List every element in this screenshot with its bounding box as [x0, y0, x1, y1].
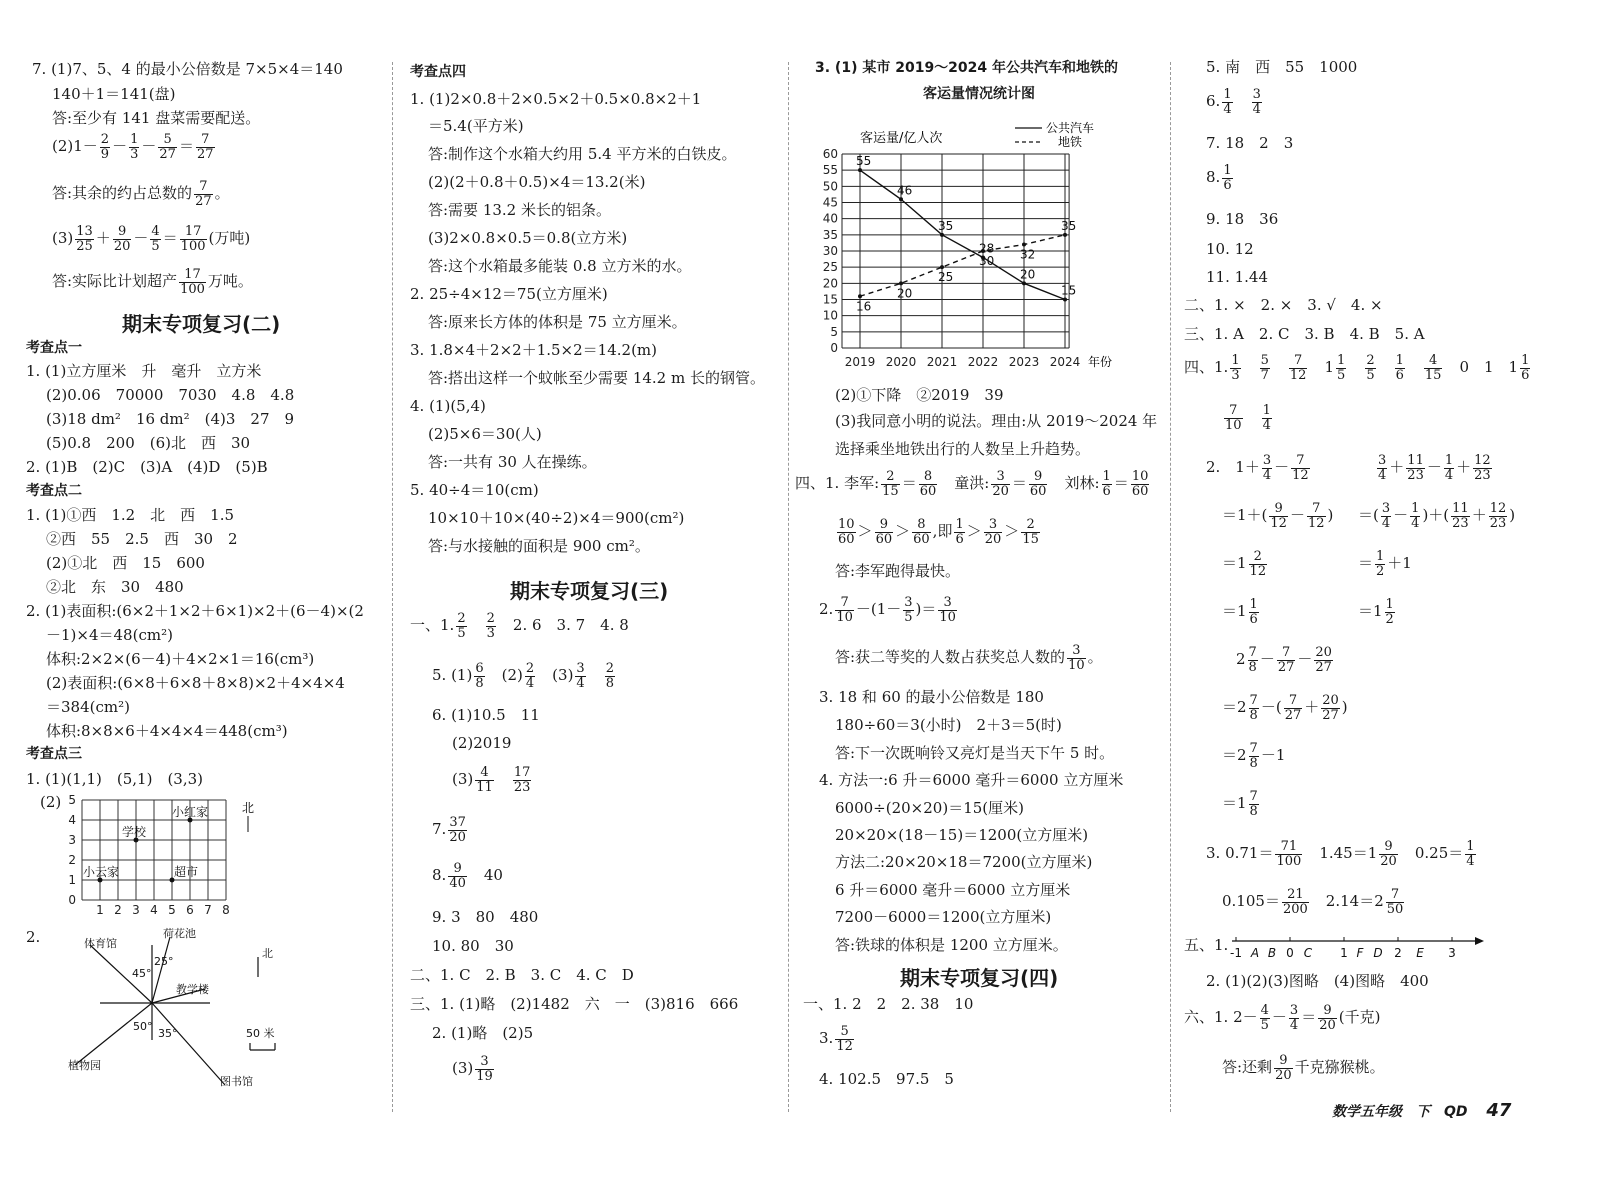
y-tick-label: 40	[822, 211, 838, 226]
svg-text:6: 6	[186, 903, 194, 917]
formula-line: ＝1 $\frac{1}{2}$	[1358, 597, 1394, 627]
text-line: 3. $\frac{5}{12}$	[819, 1024, 853, 1054]
angle-label: 35°	[158, 1027, 178, 1040]
place-label: 小云家	[83, 865, 120, 879]
text-line: (2)5×6＝30(人)	[428, 425, 542, 443]
y-tick-label: 5	[830, 324, 838, 339]
text-line: 三、1. A 2. C 3. B 4. B 5. A	[1184, 325, 1425, 343]
text-line: (2)(2＋0.8＋0.5)×4＝13.2(米)	[428, 173, 646, 191]
place-label: 植物园	[68, 1059, 101, 1072]
text-line: 10×10＋10×(40÷2)×4＝900(cm²)	[428, 509, 685, 527]
angle-label: 45°	[132, 967, 152, 980]
text-line: 8. $\frac{1}{6}$	[1206, 163, 1232, 193]
data-point	[940, 265, 944, 269]
y-tick-label: 50	[822, 179, 838, 194]
subsection-heading: 考查点二	[26, 483, 82, 499]
formula-line: 2 $\frac{7}{8}$ － $\frac{7}{27}$ － $\frac{20}{27}$	[1236, 645, 1332, 675]
x-tick-label: 2020	[885, 355, 917, 369]
svg-text:4: 4	[68, 813, 76, 827]
text-line: 140＋1＝141(盘)	[52, 85, 176, 103]
place-label: 图书馆	[220, 1075, 253, 1088]
text-line: (3)我同意小明的说法。理由:从 2019～2024 年	[835, 412, 1158, 430]
text-line: (2)①下降 ②2019 39	[835, 386, 1004, 404]
text-line: 二、1. × 2. × 3. √ 4. ×	[1184, 296, 1383, 314]
formula-line: ＝1 $\frac{1}{6}$	[1222, 597, 1258, 627]
x-tick-label: 2022	[967, 355, 999, 369]
chart-title: 3. (1) 某市 2019～2024 年公共汽车和地铁的	[815, 60, 1119, 76]
formula-line: 四、1. $\frac{1}{3}$ $\frac{5}{7}$ $\frac{7}{12}$ 1 $\frac{1}{5}$ $\frac{2}{5}$ $\frac{1}{6}$ $\frac{4}{15}$ 0 1 1 $\frac{1}{6}$	[1184, 353, 1530, 383]
y-tick-label: 30	[822, 244, 838, 258]
text-line: (3) $\frac{4}{11}$ $\frac{17}{23}$	[452, 765, 531, 795]
formula-line: $\frac{7}{10}$ $\frac{1}{4}$	[1225, 403, 1271, 433]
page-number: 47	[1486, 1100, 1512, 1121]
y-tick-label: 10	[822, 308, 838, 323]
text-line: 6000÷(20×20)＝15(厘米)	[835, 799, 1024, 817]
text-line: (2)2019	[452, 734, 512, 752]
column-2	[400, 0, 785, 1191]
data-label: 35	[938, 218, 954, 233]
data-point	[1063, 298, 1067, 302]
svg-text:0: 0	[68, 893, 76, 907]
y-tick-label: 15	[822, 292, 838, 307]
text-line: 7. $\frac{37}{20}$	[432, 815, 466, 845]
text-line: ②北 东 30 480	[46, 578, 184, 596]
text-line: ②西 55 2.5 西 30 2	[46, 530, 238, 548]
formula-line: ＝1＋( $\frac{9}{12}$ － $\frac{7}{12}$ )	[1222, 501, 1334, 531]
y-tick-label: 60	[822, 147, 838, 161]
text-line: 1. (1)立方厘米 升 毫升 立方米	[26, 362, 262, 380]
svg-text:5: 5	[168, 903, 176, 917]
x-tick-label: 2023	[1008, 355, 1040, 369]
number-line	[1230, 932, 1490, 962]
text-line: 9. 18 36	[1206, 210, 1279, 228]
formula-line: (2)1－ $\frac{2}{9}$ － $\frac{1}{3}$ － $\frac{5}{27}$ ＝ $\frac{7}{27}$	[52, 132, 214, 162]
place-label: 小红家	[172, 805, 209, 819]
text-line: 二、1. C 2. B 3. C 4. C D	[410, 966, 634, 984]
text-line: (3) $\frac{3}{19}$	[452, 1054, 493, 1084]
text-line: 答:搭出这样一个蚊帐至少需要 14.2 m 长的钢管。	[428, 369, 765, 387]
section-heading: 期末专项复习(四)	[900, 966, 1059, 990]
text-line: 4. 102.5 97.5 5	[819, 1070, 954, 1088]
column-divider	[788, 62, 789, 1112]
chart-xlabel: 年份	[1088, 355, 1113, 369]
data-point	[899, 197, 903, 201]
data-label: 20	[1020, 267, 1036, 282]
data-point	[858, 294, 862, 298]
x-tick-label: 2024	[1049, 355, 1081, 369]
svg-text:-1: -1	[1230, 946, 1242, 960]
data-label: 28	[979, 241, 995, 256]
place-label: 教学楼	[176, 983, 209, 996]
section-heading: 期末专项复习(二)	[122, 312, 281, 336]
text-line: 4. 方法一:6 升＝6000 毫升＝6000 立方厘米	[819, 771, 1124, 789]
text-line: －1)×4＝48(cm²)	[46, 626, 173, 644]
text-line: 答:这个水箱最多能装 0.8 立方米的水。	[428, 257, 692, 275]
x-tick-label: 2019	[844, 355, 876, 369]
north-label: 北	[262, 947, 273, 960]
page-footer	[1332, 1100, 1511, 1121]
text-line: 1. (1)(1,1) (5,1) (3,3)	[26, 770, 204, 788]
formula-line: ＝( $\frac{3}{4}$ － $\frac{1}{4}$ )＋( $\frac{11}{23}$ ＋ $\frac{12}{23}$ )	[1358, 501, 1516, 531]
subsection-heading: 考查点一	[26, 340, 82, 356]
text-line: 答:需要 13.2 米长的铝条。	[428, 201, 611, 219]
text-line: 11. 1.44	[1206, 268, 1269, 286]
place-label: 荷花池	[163, 927, 196, 940]
place-label: 超市	[174, 865, 199, 879]
place-label: 学校	[122, 825, 147, 839]
svg-text:5: 5	[68, 793, 76, 807]
x-tick-label: 2021	[926, 355, 958, 369]
text-line: 答:与水接触的面积是 900 cm²。	[428, 537, 650, 555]
text-line: (2)①北 西 15 600	[46, 554, 205, 572]
svg-text:0: 0	[1286, 946, 1294, 960]
column-4	[1180, 0, 1590, 1191]
text-line: 一、1. $\frac{2}{5}$ $\frac{2}{3}$ 2. 6 3. 7 4. 8	[410, 611, 629, 641]
text-line: 3. 1.8×4＋2×2＋1.5×2＝14.2(m)	[410, 341, 657, 359]
column-divider	[392, 62, 393, 1112]
y-tick-label: 35	[822, 227, 838, 242]
footer-subject: 数学五年级 下 QD	[1332, 1104, 1468, 1120]
formula-line: ＝2 $\frac{7}{8}$ －1	[1222, 741, 1286, 771]
angle-label: 25°	[154, 955, 174, 968]
text-line: 五、1.	[1184, 936, 1229, 954]
text-line: 一、1. 2 2 2. 38 10	[803, 995, 974, 1013]
column-3	[795, 0, 1170, 1191]
text-line: 答:其余的约占总数的 $\frac{7}{27}$ 。	[52, 179, 230, 209]
text-line: (2)表面积:(6×8＋6×8＋8×8)×2＋4×4×4	[46, 674, 345, 692]
y-tick-label: 0	[830, 341, 838, 355]
text-line: 2. (1)B (2)C (3)A (4)D (5)B	[26, 458, 268, 476]
svg-text:C: C	[1303, 946, 1313, 960]
svg-text:7: 7	[204, 903, 212, 917]
text-line: 答:铁球的体积是 1200 立方厘米。	[835, 936, 1068, 954]
text-line: 7. (1)7、5、4 的最小公倍数是 7×5×4＝140	[32, 60, 343, 78]
text-line: 方法二:20×20×18＝7200(立方厘米)	[835, 853, 1093, 871]
formula-line: 2. $\frac{7}{10}$ －(1－ $\frac{3}{5}$ )＝ $\frac{3}{10}$	[819, 595, 956, 625]
svg-text:2: 2	[68, 853, 76, 867]
text-line: 选择乘坐地铁出行的人数呈上升趋势。	[835, 440, 1091, 458]
chart-ylabel: 客运量/亿人次	[860, 131, 943, 146]
text-line: (3)2×0.8×0.5＝0.8(立方米)	[428, 229, 628, 247]
place-label: 体育馆	[84, 937, 117, 950]
formula-line: 3. 0.71＝ $\frac{71}{100}$ 1.45＝1 $\frac{9}{20}$ 0.25＝ $\frac{1}{4}$	[1206, 839, 1475, 869]
y-tick-label: 20	[822, 276, 838, 291]
data-label: 46	[897, 183, 913, 198]
text-line: 1. (1)①西 1.2 北 西 1.5	[26, 506, 235, 524]
svg-text:2: 2	[114, 903, 122, 917]
text-line: 2.	[26, 928, 41, 946]
text-line: 2. (1)略 (2)5	[432, 1024, 534, 1042]
formula-line: $\frac{3}{4}$ ＋ $\frac{11}{23}$ － $\frac{1}{4}$ ＋ $\frac{12}{23}$	[1378, 453, 1491, 483]
text-line: 2. 25÷4×12＝75(立方厘米)	[410, 285, 608, 303]
data-label: 55	[856, 154, 872, 169]
text-line: 答:一共有 30 人在操练。	[428, 453, 597, 471]
svg-text:E: E	[1416, 946, 1424, 960]
section-heading: 期末专项复习(三)	[510, 579, 669, 603]
scale-label: 50 米	[246, 1027, 275, 1040]
text-line: 6 升＝6000 毫升＝6000 立方厘米	[835, 881, 1071, 899]
svg-text:3: 3	[68, 833, 76, 847]
text-line: 答:获二等奖的人数占获奖总人数的 $\frac{3}{10}$ 。	[835, 643, 1103, 673]
legend-label-subway: 地铁	[1058, 135, 1083, 149]
text-line: 8. $\frac{9}{40}$ 40	[432, 861, 503, 891]
formula-line: 六、1. 2－ $\frac{4}{5}$ － $\frac{3}{4}$ ＝ $\frac{9}{20}$ (千克)	[1184, 1003, 1381, 1033]
text-line: 3. 18 和 60 的最小公倍数是 180	[819, 688, 1044, 706]
svg-text:8: 8	[222, 903, 230, 917]
text-line: 5. 40÷4＝10(cm)	[410, 481, 539, 499]
y-tick-label: 45	[822, 195, 838, 210]
text-line: ＝5.4(平方米)	[428, 117, 524, 135]
formula-line: 四、1. 李军: $\frac{2}{15}$ ＝ $\frac{8}{60}$ 童洪: $\frac{3}{20}$ ＝ $\frac{9}{60}$ 刘林: $\frac{1}{6}$ ＝ $\frac{10}{60}$	[795, 469, 1149, 499]
legend-label-bus: 公共汽车	[1046, 121, 1095, 135]
text-line: (2)	[40, 793, 62, 811]
data-label: 30	[979, 254, 995, 268]
text-line: 体积:2×2×(6－4)＋4×2×1＝16(cm³)	[46, 650, 315, 668]
svg-text:B: B	[1267, 946, 1277, 960]
svg-text:F: F	[1356, 946, 1364, 960]
text-line: (2)0.06 70000 7030 4.8 4.8	[46, 386, 295, 404]
text-line: ＝384(cm²)	[46, 698, 130, 716]
subsection-heading: 考查点四	[410, 64, 466, 80]
line-chart	[810, 108, 1130, 378]
text-line: 体积:8×8×6＋4×4×4＝448(cm³)	[46, 722, 288, 740]
text-line: 答:下一次既响铃又亮灯是当天下午 5 时。	[835, 744, 1115, 762]
formula-line: (3) $\frac{13}{25}$ ＋ $\frac{9}{20}$ － $\frac{4}{5}$ ＝ $\frac{17}{100}$ (万吨)	[52, 224, 251, 254]
data-point	[899, 281, 903, 285]
y-tick-label: 55	[822, 163, 838, 178]
svg-text:A: A	[1250, 946, 1260, 960]
data-label: 32	[1020, 247, 1036, 262]
formula-line: ＝1 $\frac{2}{12}$	[1222, 549, 1267, 579]
column-1	[22, 0, 392, 1191]
direction-diagram	[40, 925, 300, 1090]
text-line: 答:还剩 $\frac{9}{20}$ 千克猕猴桃。	[1222, 1053, 1385, 1083]
svg-text:D: D	[1373, 946, 1383, 960]
text-line: 答:原来长方体的体积是 75 立方厘米。	[428, 313, 687, 331]
subsection-heading: 考查点三	[26, 746, 82, 762]
text-line: 7. 18 2 3	[1206, 134, 1294, 152]
formula-line: ＝ $\frac{1}{2}$ ＋1	[1358, 549, 1412, 579]
data-label: 15	[1061, 283, 1077, 298]
text-line: (3)18 dm² 16 dm² (4)3 27 9	[46, 410, 295, 428]
text-line: 答:实际比计划超产 $\frac{17}{100}$ 万吨。	[52, 267, 253, 297]
chart-title: 客运量情况统计图	[923, 86, 1035, 102]
coordinate-grid	[52, 790, 282, 920]
text-line: (5)0.8 200 (6)北 西 30	[46, 434, 251, 452]
data-label: 16	[856, 299, 872, 314]
text-line: 10. 12	[1206, 240, 1254, 258]
data-label: 25	[938, 270, 954, 285]
text-line: 答:至少有 141 盘菜需要配送。	[52, 109, 261, 127]
formula-line: 2. 1＋ $\frac{3}{4}$ － $\frac{7}{12}$	[1206, 453, 1309, 483]
text-line: 4. (1)(5,4)	[410, 397, 486, 415]
text-line: 答:制作这个水箱大约用 5.4 平方米的白铁皮。	[428, 145, 737, 163]
text-line: 20×20×(18－15)＝1200(立方厘米)	[835, 826, 1089, 844]
svg-text:3: 3	[1448, 946, 1456, 960]
svg-text:1: 1	[68, 873, 76, 887]
svg-text:3: 3	[132, 903, 140, 917]
text-line: 10. 80 30	[432, 937, 514, 955]
text-line: 三、1. (1)略 (2)1482 六 一 (3)816 666	[410, 995, 739, 1013]
formula-line: ＝1 $\frac{7}{8}$	[1222, 789, 1258, 819]
data-label: 35	[1061, 218, 1077, 233]
text-line: 7200－6000＝1200(立方厘米)	[835, 908, 1052, 926]
text-line: 5. 南 西 55 1000	[1206, 58, 1358, 76]
column-divider	[1170, 62, 1171, 1112]
text-line: 1. (1)2×0.8＋2×0.5×2＋0.5×0.8×2＋1	[410, 90, 702, 108]
formula-line: ＝2 $\frac{7}{8}$ －( $\frac{7}{27}$ ＋ $\frac{20}{27}$ )	[1222, 693, 1348, 723]
data-label: 20	[897, 286, 913, 301]
data-point	[858, 168, 862, 172]
text-line: 180÷60＝3(小时) 2＋3＝5(时)	[835, 716, 1062, 734]
y-tick-label: 25	[822, 260, 838, 275]
svg-text:1: 1	[1340, 946, 1348, 960]
formula-line: 0.105＝ $\frac{21}{200}$ 2.14＝2 $\frac{7}{50}$	[1222, 887, 1404, 917]
text-line: 6. $\frac{1}{4}$ $\frac{3}{4}$	[1206, 87, 1261, 117]
svg-text:1: 1	[96, 903, 104, 917]
data-point	[1022, 243, 1026, 247]
data-point	[1063, 233, 1067, 237]
text-line: 5. (1) $\frac{6}{8}$ (2) $\frac{2}{4}$ (3) $\frac{3}{4}$ $\frac{2}{8}$	[432, 661, 614, 691]
north-label: 北	[242, 801, 255, 815]
svg-text:2: 2	[1394, 946, 1402, 960]
data-point	[940, 233, 944, 237]
text-line: 2. (1)表面积:(6×2＋1×2＋6×1)×2＋(6－4)×(2	[26, 602, 364, 620]
text-line: 9. 3 80 480	[432, 908, 539, 926]
text-line: 2. (1)(2)(3)图略 (4)图略 400	[1206, 972, 1429, 990]
svg-text:4: 4	[150, 903, 158, 917]
text-line: 6. (1)10.5 11	[432, 706, 540, 724]
angle-label: 50°	[133, 1020, 153, 1033]
text-line: 答:李军跑得最快。	[835, 562, 961, 580]
formula-line: $\frac{10}{60}$ ＞ $\frac{9}{60}$ ＞ $\frac{8}{60}$ ,即 $\frac{1}{6}$ ＞ $\frac{3}{20}$ ＞ $\frac{2}{15}$	[838, 517, 1039, 547]
data-point	[1022, 281, 1026, 285]
